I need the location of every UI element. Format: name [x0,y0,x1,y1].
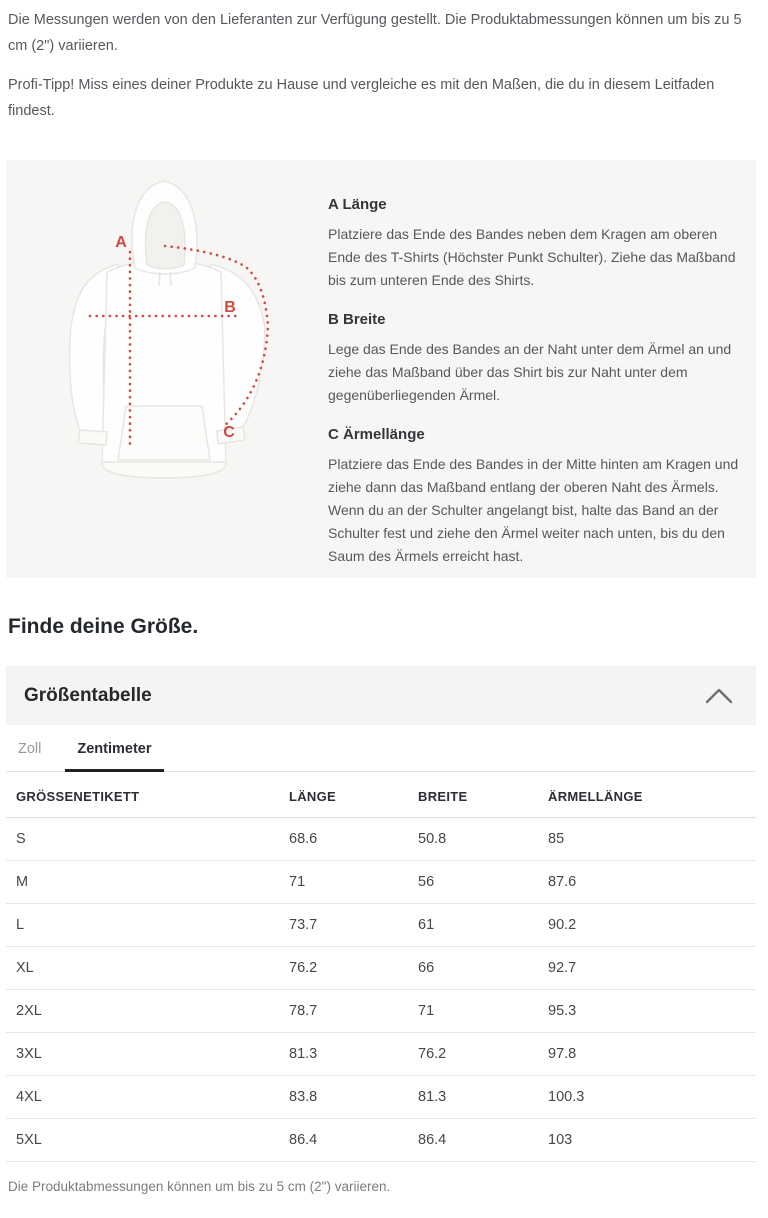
table-row-4xl [6,1076,756,1119]
table-row-2xl [6,990,756,1033]
size-table [6,772,756,1162]
measure-instructions [328,168,740,568]
size-chart-collapse-header[interactable] [6,666,756,725]
chevron-up-icon[interactable] [704,687,734,705]
section-width [328,311,740,407]
cell-sleeve: 103 [538,1119,756,1162]
cell-size: L [6,904,279,947]
cell-width: 61 [408,904,538,947]
measure-guide-panel [6,160,756,578]
cell-size: S [6,818,279,861]
cell-sleeve: 95.3 [538,990,756,1033]
size-chart-footnote: Die Produktabmessungen können um bis zu 5 cm (2") variieren. [8,1179,391,1194]
cell-length: 78.7 [279,990,408,1033]
section-sleeve-body: Platziere das Ende des Bandes in der Mitte hinten am Kragen und ziehe dann das Maßband entlang der oberen Naht des Ärmels. Wenn du an der Schulter angelangt bist, halte das Band an der Schulter fest und ziehe den Ärmel weiter nach unten, bis du den Saum des Ärmels erreicht hast. [328,456,739,564]
hoodie-measure-diagram [14,168,314,568]
cell-width: 66 [408,947,538,990]
unit-tabs [6,725,756,772]
size-chart-card [0,666,768,1194]
measure-label-c: C [223,424,235,441]
table-row-3xl [6,1033,756,1076]
col-length: LÄNGE [279,772,408,818]
cell-length: 86.4 [279,1119,408,1162]
cell-width: 81.3 [408,1076,538,1119]
tab-zentimeter[interactable]: Zentimeter [65,725,163,772]
cell-length: 71 [279,861,408,904]
cell-width: 50.8 [408,818,538,861]
cell-width: 76.2 [408,1033,538,1076]
hoodie-hood-opening [146,202,186,269]
cell-length: 83.8 [279,1076,408,1119]
tab-zoll[interactable]: Zoll [18,741,42,757]
measure-label-a: A [115,234,127,251]
bottom-whitespace [0,1194,768,1218]
hoodie-pocket [118,406,210,460]
section-length [328,196,740,292]
col-width: BREITE [408,772,538,818]
cell-sleeve: 92.7 [538,947,756,990]
cell-size: 2XL [6,990,279,1033]
supplier-note-text: Die Messungen werden von den Lieferanten zur Verfügung gestellt. Die Produktabmessungen können um bis zu 5 cm (2") variieren. [8,12,742,54]
cell-sleeve: 100.3 [538,1076,756,1119]
table-row-5xl [6,1119,756,1162]
cell-sleeve: 85 [538,818,756,861]
measure-label-b: B [224,299,236,316]
cell-width: 86.4 [408,1119,538,1162]
pro-tip-text: Profi-Tipp! Miss eines deiner Produkte zu Hause und vergleiche es mit den Maßen, die du in diesem Leitfaden findest. [8,77,715,119]
size-chart-title: Größentabelle [24,684,152,706]
section-sleeve [328,426,740,568]
size-table-header-row [6,772,756,818]
table-row-xl [6,947,756,990]
cell-sleeve: 87.6 [538,861,756,904]
cell-size: M [6,861,279,904]
hoodie-left-cuff [78,430,107,445]
hoodie-hem [102,462,226,478]
cell-size: 4XL [6,1076,279,1119]
col-size-label: GRÖSSENETIKETT [6,772,279,818]
table-row-s [6,818,756,861]
section-length-body: Platziere das Ende des Bandes neben dem Kragen am oberen Ende des T-Shirts (Höchster Punkt Schulter). Ziehe das Maßband bis zum unteren Ende des Shirts. [328,226,736,288]
cell-length: 81.3 [279,1033,408,1076]
col-sleeve: ÄRMELLÄNGE [538,772,756,818]
cell-size: XL [6,947,279,990]
cell-size: 3XL [6,1033,279,1076]
cell-size: 5XL [6,1119,279,1162]
cell-width: 56 [408,861,538,904]
find-size-heading: Finde deine Größe. [8,615,199,638]
section-sleeve-title: C Ärmellänge [328,426,425,443]
section-length-title: A Länge [328,196,387,213]
cell-sleeve: 90.2 [538,904,756,947]
cell-length: 68.6 [279,818,408,861]
section-width-body: Lege das Ende des Bandes an der Naht unter dem Ärmel an und ziehe das Maßband über das Shirt bis zur Naht unter dem gegenüberliegenden Ärmel. [328,341,732,403]
cell-sleeve: 97.8 [538,1033,756,1076]
cell-width: 71 [408,990,538,1033]
cell-length: 76.2 [279,947,408,990]
cell-length: 73.7 [279,904,408,947]
table-row-l [6,904,756,947]
section-width-title: B Breite [328,311,386,328]
table-row-m [6,861,756,904]
hoodie-illustration [14,168,314,500]
